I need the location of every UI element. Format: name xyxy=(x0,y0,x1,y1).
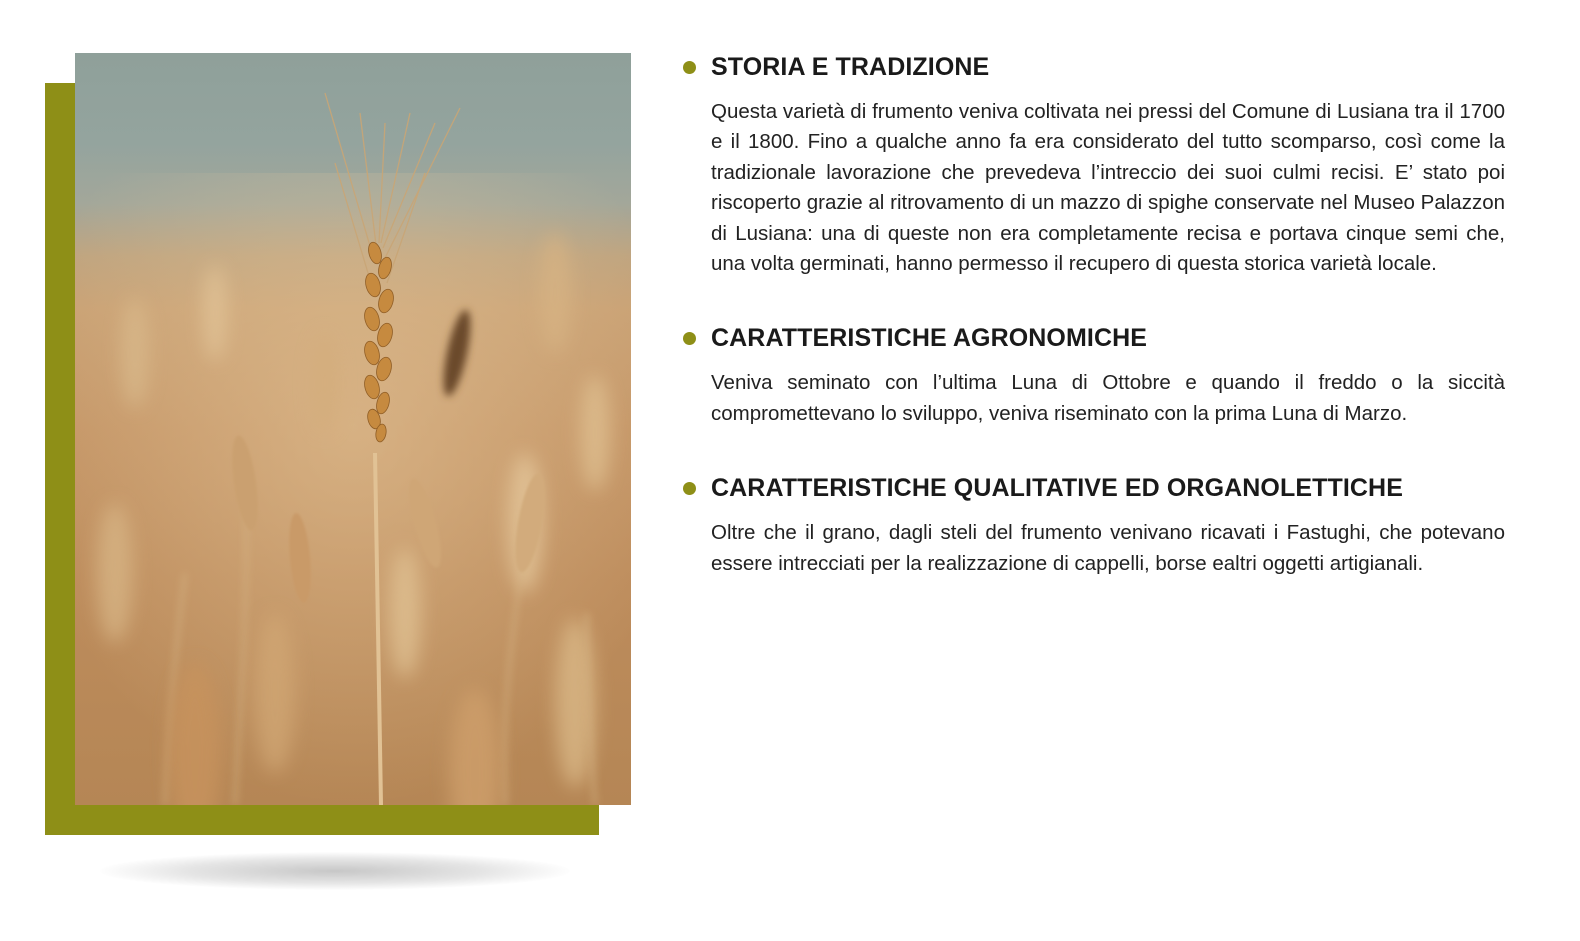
section-agronomiche xyxy=(683,323,1505,429)
drop-shadow xyxy=(100,852,570,890)
section-header xyxy=(683,323,1505,353)
section-title: CARATTERISTICHE AGRONOMICHE xyxy=(711,323,1148,352)
section-title: STORIA E TRADIZIONE xyxy=(711,52,990,81)
section-text: Questa varietà di frumento veniva coltivata nei pressi del Comune di Lusiana tra il 1700 e il 1800. Fino a qualche anno fa era considerato del tutto scomparso, così come la tradizionale lavorazione che prevedeva l’intreccio dei suoi culmi recisi. E’ stato poi riscoperto grazie al ritrovamento di un mazzo di spighe conservate nel Museo Palazzon di Lusiana: una di queste non era completamente recisa e portava cinque semi che, una volta germinati, hanno permesso il recupero di questa storica varietà locale. xyxy=(711,100,1505,276)
section-text: Oltre che il grano, dagli steli del frumento venivano ricavati i Fastughi, che potevano essere intrecciati per la realizzazione di cappelli, borse ealtri oggetti artigianali. xyxy=(711,521,1505,575)
section-text: Veniva seminato con l’ultima Luna di Ottobre e quando il freddo o la siccità compromettevano lo sviluppo, veniva riseminato con la prima Luna di Marzo. xyxy=(711,371,1505,425)
section-header xyxy=(683,52,1505,82)
wheat-field-photo xyxy=(75,53,631,805)
bullet-icon xyxy=(683,61,696,74)
section-storia xyxy=(683,52,1505,279)
section-title: CARATTERISTICHE QUALITATIVE ED ORGANOLETTICHE xyxy=(711,473,1403,502)
section-qualitative xyxy=(683,473,1505,579)
info-content xyxy=(683,52,1505,623)
bullet-icon xyxy=(683,332,696,345)
bullet-icon xyxy=(683,482,696,495)
section-header xyxy=(683,473,1505,503)
